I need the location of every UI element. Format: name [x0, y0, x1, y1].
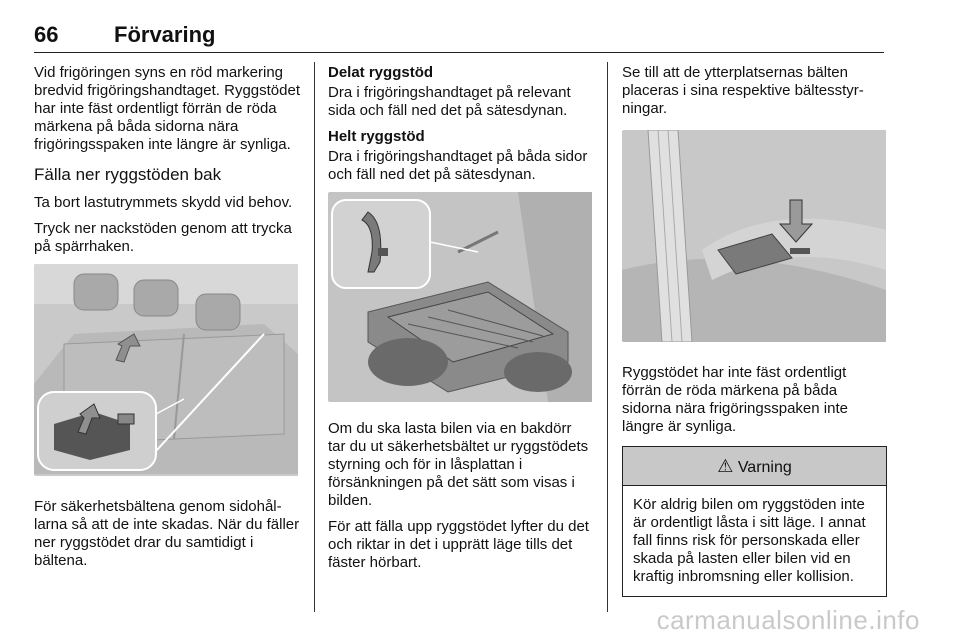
split-backrest-text: Dra i frigöringshandtaget på relevant sida och fäll ned det på sätesdynan.	[328, 84, 571, 119]
watermark: carmanualsonline.info	[656, 605, 920, 635]
full-backrest-text: Dra i frigöringshandtaget på båda sidor och fäll ned det på sätesdynan.	[328, 148, 588, 183]
subheading-split-backrest: Delat ryggstöd	[328, 64, 434, 81]
belt-guides-paragraph: Se till att de ytterplatsernas bälten placeras i sina respektive bältesstyrningar.	[622, 64, 864, 117]
column-middle	[328, 64, 593, 580]
column-divider	[314, 62, 315, 612]
folded-backrest-illustration	[328, 192, 593, 402]
page-number: 66	[34, 22, 59, 47]
lift-backrest-paragraph: För att fälla upp ryggstödet lyfter du det och riktar in det i upprätt läge tills det fäster hörbart.	[328, 518, 589, 571]
bakdorr-paragraph: Om du ska lasta bilen via en bakdörr tar du ut säkerhetsbältet ur ryggstödets styrning och för in låsplattan i försänkningen på det sätt som visas i bilden.	[328, 420, 589, 509]
section-heading: Fälla ner ryggstöden bak	[34, 165, 222, 184]
intro-paragraph: Vid frigöringen syns en röd markering bredvid frigöringshandtaget. Ryggstödet har inte fäst ordentligt förrän de röda märkena på båda sidorna nära frigöringsspaken inte längre är synliga.	[34, 64, 301, 153]
warning-text: Kör aldrig bilen om ryggstöden inte är ordentligt låsta i sitt läge. I annat fall finns risk för personskada eller skada på lasten eller bilen vid en kraftig inbromsning eller kollision.	[633, 496, 866, 585]
belt-guide-illustration	[622, 130, 887, 342]
step-paragraph: Ta bort lastutrymmets skydd vid behov.	[34, 194, 293, 211]
subheading-full-backrest: Helt ryggstöd	[328, 128, 425, 145]
column-divider	[607, 62, 608, 612]
backrest-lock-paragraph: Ryggstödet har inte fäst ordentligt förrän de röda märkena på båda sidorna nära frigöringsspaken inte längre är synliga.	[622, 364, 848, 435]
rear-seat-headrest-illustration	[34, 264, 300, 476]
step-paragraph: Tryck ner nackstöden genom att trycka på spärrhaken.	[34, 220, 292, 255]
column-left	[34, 64, 300, 578]
page-header	[34, 22, 884, 53]
warning-header	[623, 447, 886, 486]
warning-box	[622, 446, 887, 597]
column-right	[622, 64, 887, 597]
belt-paragraph: För säkerhetsbältena genom sidohållarna så att de inte skadas. När du fäller ner ryggstödet drar du samtidigt i bältena.	[34, 498, 300, 569]
warning-triangle-icon: ⚠	[717, 456, 734, 476]
warning-title: Varning	[737, 459, 792, 476]
page-title: Förvaring	[114, 22, 216, 47]
